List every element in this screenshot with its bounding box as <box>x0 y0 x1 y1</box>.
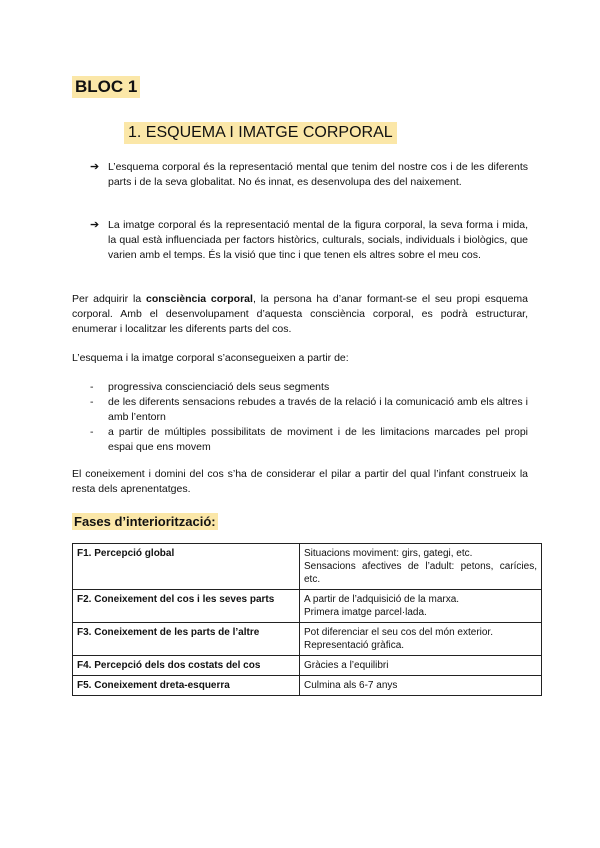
table-row <box>73 590 542 623</box>
phase-cell: F1. Percepció global <box>73 544 300 590</box>
arrow-icon: ➔ <box>90 219 100 231</box>
arrow-icon: ➔ <box>90 161 100 173</box>
paragraph-text: Per adquirir la <box>72 293 146 305</box>
paragraph-text: , la persona ha d’anar formant-se el seu propi esquema corporal. Amb el desenvolupament d’aquesta consciència corporal, es podrà estructurar, enumerar i localitzar les diferents parts del cos. <box>72 293 529 335</box>
table-row <box>73 544 542 590</box>
desc-cell <box>300 590 542 623</box>
dash-icon: - <box>90 396 94 408</box>
list-item-text: a partir de múltiples possibilitats de moviment i de les limitacions marcades pel propi espai que ens movem <box>108 426 528 453</box>
desc-line: Representació gràfica. <box>304 640 405 651</box>
desc-cell <box>300 544 542 590</box>
fases-title: Fases d’interiorització: <box>74 514 216 529</box>
desc-line: Culmina als 6-7 anys <box>304 680 398 691</box>
desc-line: Gràcies a l’equilibri <box>304 660 389 671</box>
dash-icon: - <box>90 426 94 438</box>
section-title: 1. ESQUEMA I IMATGE CORPORAL <box>124 122 397 144</box>
list-item-text: progressiva conscienciació dels seus segments <box>108 381 330 393</box>
table-row <box>73 656 542 676</box>
fases-table <box>72 543 542 696</box>
desc-line: Pot diferenciar el seu cos del món exterior. <box>304 627 493 638</box>
list-item <box>72 395 528 425</box>
list-item <box>72 380 528 395</box>
table-row <box>73 623 542 656</box>
desc-line: Situacions moviment: girs, gategi, etc. <box>304 548 473 559</box>
desc-line: Primera imatge parcel·lada. <box>304 607 427 618</box>
list-item-text: de les diferents sensacions rebudes a través de la relació i la comunicació amb els altres i amb l’entorn <box>108 396 528 423</box>
desc-line: A partir de l’adquisició de la marxa. <box>304 594 460 605</box>
bullet-esquema <box>90 160 528 190</box>
paragraph-pilar: El coneixement i domini del cos s’ha de considerar el pilar a partir del qual l’infant construeix la resta dels aprenentatges. <box>72 468 528 495</box>
desc-cell <box>300 656 542 676</box>
desc-line: Sensacions afectives de l’adult: petons, carícies, etc. <box>304 561 537 585</box>
phase-cell: F5. Coneixement dreta-esquerra <box>73 676 300 696</box>
phase-cell: F2. Coneixement del cos i les seves parts <box>73 590 300 623</box>
dash-list <box>72 380 528 455</box>
phase-cell: F4. Percepció dels dos costats del cos <box>73 656 300 676</box>
bullet-text: L’esquema corporal és la representació mental que tenim del nostre cos i de les diferents parts i de la seva globalitat. No és innat, es desenvolupa des del naixement. <box>108 161 528 188</box>
bullet-text: La imatge corporal és la representació mental de la figura corporal, la seva forma i mida, la qual està influenciada per factors històrics, culturals, socials, individuals i biològics, que varien amb el temps. És la visió que tinc i que tenen els altres sobre el meu cos. <box>108 219 528 261</box>
bullet-imatge <box>90 218 528 263</box>
desc-cell <box>300 676 542 696</box>
bloc-heading: BLOC 1 <box>72 76 140 98</box>
bold-term: consciència corporal <box>145 293 253 305</box>
phase-cell: F3. Coneixement de les parts de l’altre <box>73 623 300 656</box>
list-item <box>72 425 528 455</box>
paragraph-intro-list: L’esquema i la imatge corporal s’aconsegueixen a partir de: <box>72 352 349 364</box>
paragraph-consciencia <box>72 292 528 337</box>
desc-cell <box>300 623 542 656</box>
table-row <box>73 676 542 696</box>
dash-icon: - <box>90 381 94 393</box>
